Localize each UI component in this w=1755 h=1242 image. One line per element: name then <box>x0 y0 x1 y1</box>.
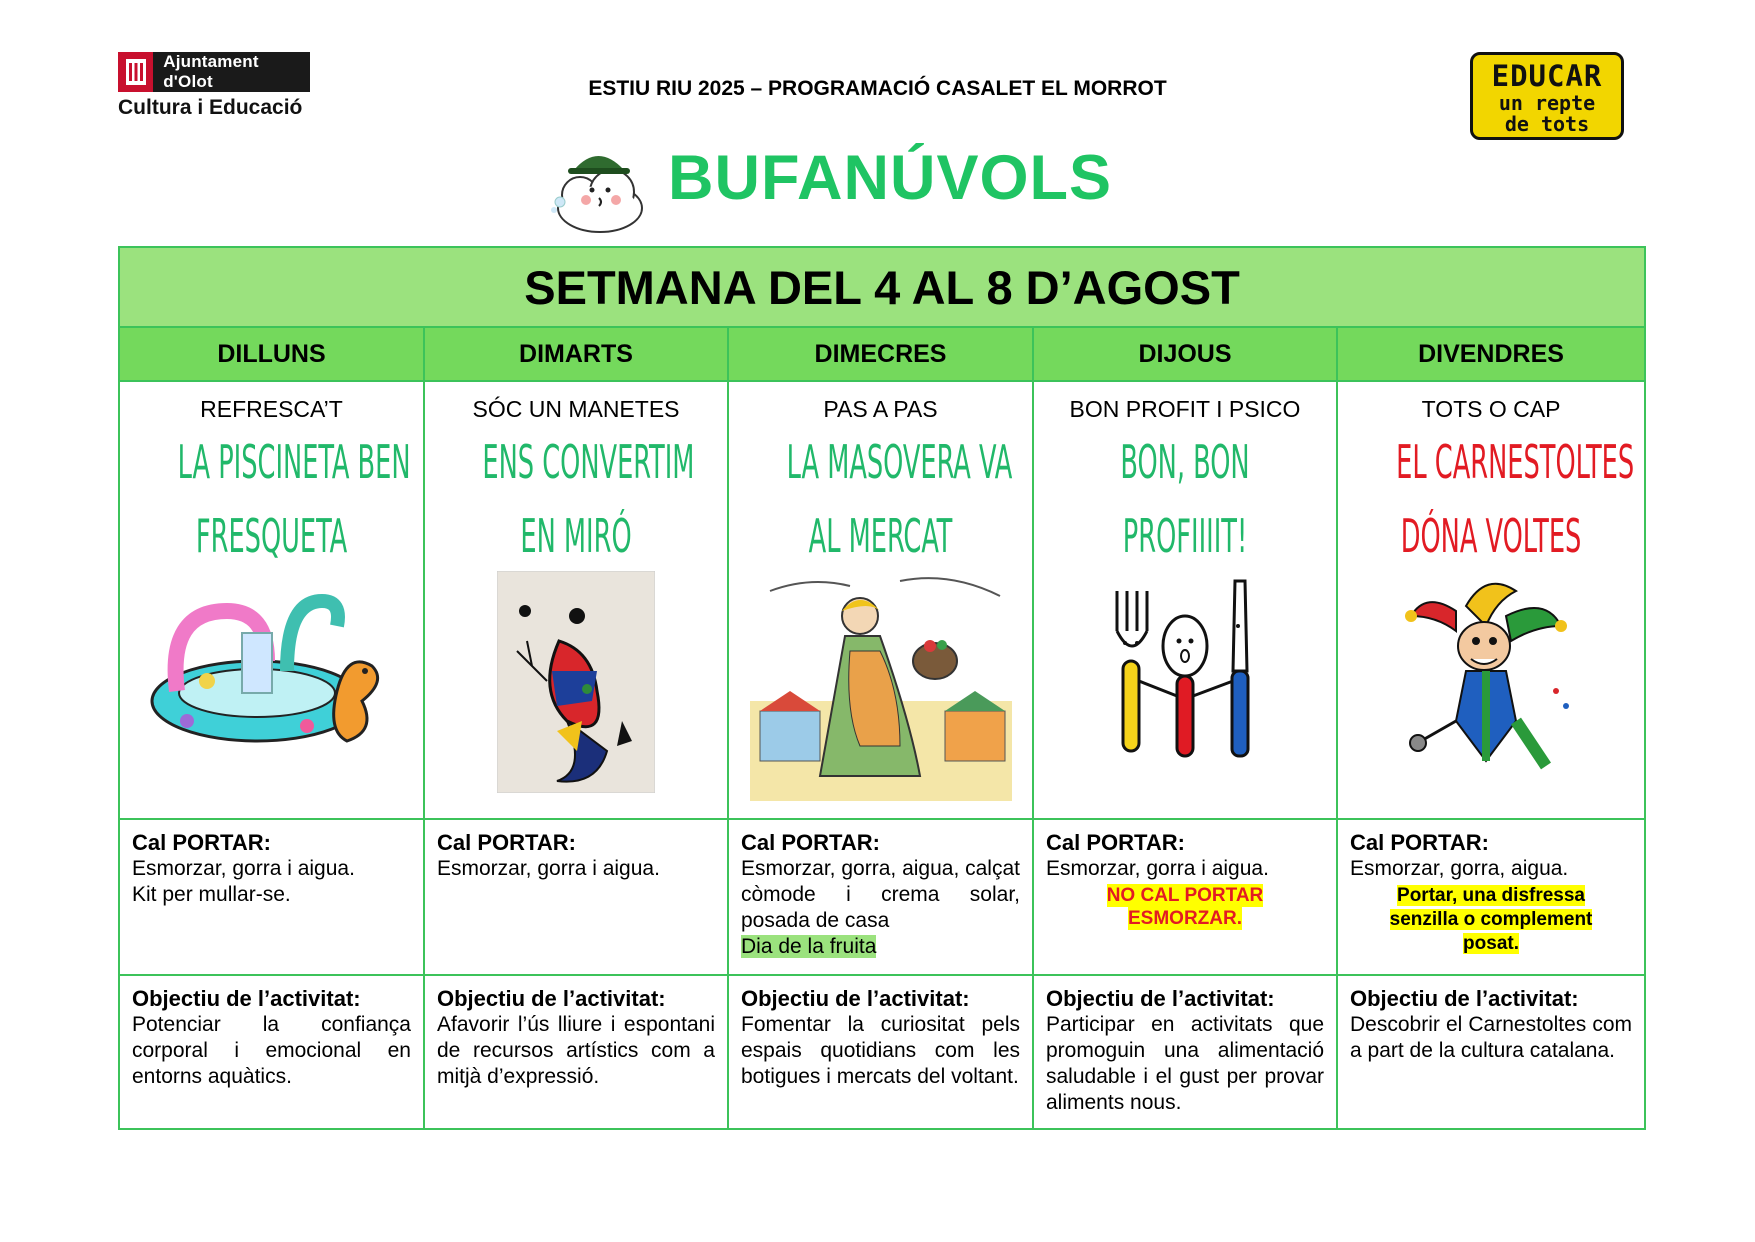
activity-cell-monday <box>119 381 424 819</box>
objective-label: Objectiu de l’activitat: <box>132 986 361 1011</box>
activity-category: BON PROFIT I PSICO <box>1069 396 1301 422</box>
cloud-mascot-icon <box>550 140 650 240</box>
weekly-schedule-table <box>118 246 1646 1130</box>
day-header-friday: DIVENDRES <box>1337 327 1645 381</box>
jester-illustration <box>1338 571 1644 781</box>
educar-logo-line2: un repte <box>1498 91 1596 115</box>
activity-category: PAS A PAS <box>823 396 938 422</box>
bring-label: Cal PORTAR: <box>132 830 271 855</box>
objective-label: Objectiu de l’activitat: <box>1046 986 1275 1011</box>
cutlery-characters-illustration <box>1034 571 1336 791</box>
objective-label: Objectiu de l’activitat: <box>437 986 666 1011</box>
activity-cell-thursday <box>1033 381 1337 819</box>
day-header-tuesday: DIMARTS <box>424 327 728 381</box>
page-title: ESTIU RIU 2025 – PROGRAMACIÓ CASALET EL MORROT <box>588 77 1167 100</box>
bring-cell-thursday <box>1033 819 1337 975</box>
activity-title-line1: LA PISCINETA BEN <box>177 435 411 489</box>
activity-cell-friday <box>1337 381 1645 819</box>
educar-logo-line1: EDUCAR <box>1491 59 1603 93</box>
activity-cell-wednesday <box>728 381 1033 819</box>
objective-cell-friday <box>1337 975 1645 1129</box>
objective-label: Objectiu de l’activitat: <box>1350 986 1579 1011</box>
bring-text: Esmorzar, gorra i aigua. <box>437 857 660 880</box>
no-breakfast-alert-line2: ESMORZAR. <box>1128 908 1242 929</box>
activity-title-line2: AL MERCAT <box>808 509 953 563</box>
day-header-monday: DILLUNS <box>119 327 424 381</box>
bring-label: Cal PORTAR: <box>741 830 880 855</box>
bring-label: Cal PORTAR: <box>1350 830 1489 855</box>
week-title: SETMANA DEL 4 AL 8 D’AGOST <box>119 247 1645 327</box>
activity-cell-tuesday <box>424 381 728 819</box>
activity-category: REFRESCA’T <box>200 396 343 422</box>
fruit-day-highlight: Dia de la fruita <box>741 935 877 958</box>
activity-title-line1: EL CARNESTOLTES <box>1396 435 1635 489</box>
activity-category: TOTS O CAP <box>1421 396 1561 422</box>
activity-title-line1: ENS CONVERTIM <box>482 435 695 489</box>
objective-cell-thursday <box>1033 975 1337 1129</box>
objective-text: Afavorir l’ús lliure i espontani de recursos artístics com a mitjà d’expressió. <box>437 1013 715 1088</box>
objective-text: Participar en activitats que promoguin una alimentació saludable i el gust per provar aliments nous. <box>1046 1013 1324 1114</box>
bring-cell-tuesday <box>424 819 728 975</box>
objective-text: Potenciar la confiança corporal i emocional en entorns aquàtics. <box>132 1013 411 1088</box>
bring-cell-wednesday <box>728 819 1033 975</box>
bring-cell-friday <box>1337 819 1645 975</box>
activity-title-line1: BON, BON <box>1120 435 1250 489</box>
market-woman-illustration <box>729 571 1032 801</box>
logo-olot-line2: Cultura i Educació <box>118 96 303 119</box>
activity-title-line2: PROFIIIIT! <box>1122 509 1248 563</box>
objective-cell-wednesday <box>728 975 1033 1129</box>
bring-label: Cal PORTAR: <box>1046 830 1185 855</box>
inflatable-pool-illustration <box>120 571 423 761</box>
costume-note <box>1350 884 1632 956</box>
educar-logo <box>1470 52 1624 140</box>
costume-note-line1: Portar, una disfressa <box>1397 885 1585 906</box>
activity-title-line2: EN MIRÓ <box>520 509 632 563</box>
objective-cell-monday <box>119 975 424 1129</box>
activity-title-line1: LA MASOVERA VA <box>786 435 1013 489</box>
activity-title-line2: FRESQUETA <box>195 509 348 563</box>
bring-text: Esmorzar, gorra i aigua. <box>1046 857 1269 880</box>
bring-text: Esmorzar, gorra, aigua. <box>1350 857 1569 880</box>
bring-text: Esmorzar, gorra, aigua, calçat còmode i crema solar, posada de casa <box>741 857 1020 932</box>
day-header-thursday: DIJOUS <box>1033 327 1337 381</box>
bring-text: Esmorzar, gorra i aigua. <box>132 857 355 880</box>
bring-cell-monday <box>119 819 424 975</box>
objective-text: Descobrir el Carnestoltes com a part de la cultura catalana. <box>1350 1013 1633 1062</box>
no-breakfast-alert-line1: NO CAL PORTAR <box>1106 885 1264 906</box>
logo-olot-line1: Ajuntament d'Olot <box>163 52 259 91</box>
activity-category: SÓC UN MANETES <box>472 396 680 422</box>
miro-painting-illustration <box>425 571 727 793</box>
day-header-wednesday: DIMECRES <box>728 327 1033 381</box>
objective-text: Fomentar la curiositat pels espais quotidians com les botigues i mercats del voltant. <box>741 1013 1020 1088</box>
costume-note-line3: posat. <box>1463 933 1519 954</box>
group-name: BUFANÚVOLS <box>668 143 1113 213</box>
costume-note-line2: senzilla o complement <box>1389 909 1593 930</box>
bring-label: Cal PORTAR: <box>437 830 576 855</box>
objective-cell-tuesday <box>424 975 728 1129</box>
objective-label: Objectiu de l’activitat: <box>741 986 970 1011</box>
educar-logo-line3: de tots <box>1504 112 1590 136</box>
bring-text-extra: Kit per mullar-se. <box>132 883 291 906</box>
activity-title-line2: DÓNA VOLTES <box>1400 509 1582 563</box>
